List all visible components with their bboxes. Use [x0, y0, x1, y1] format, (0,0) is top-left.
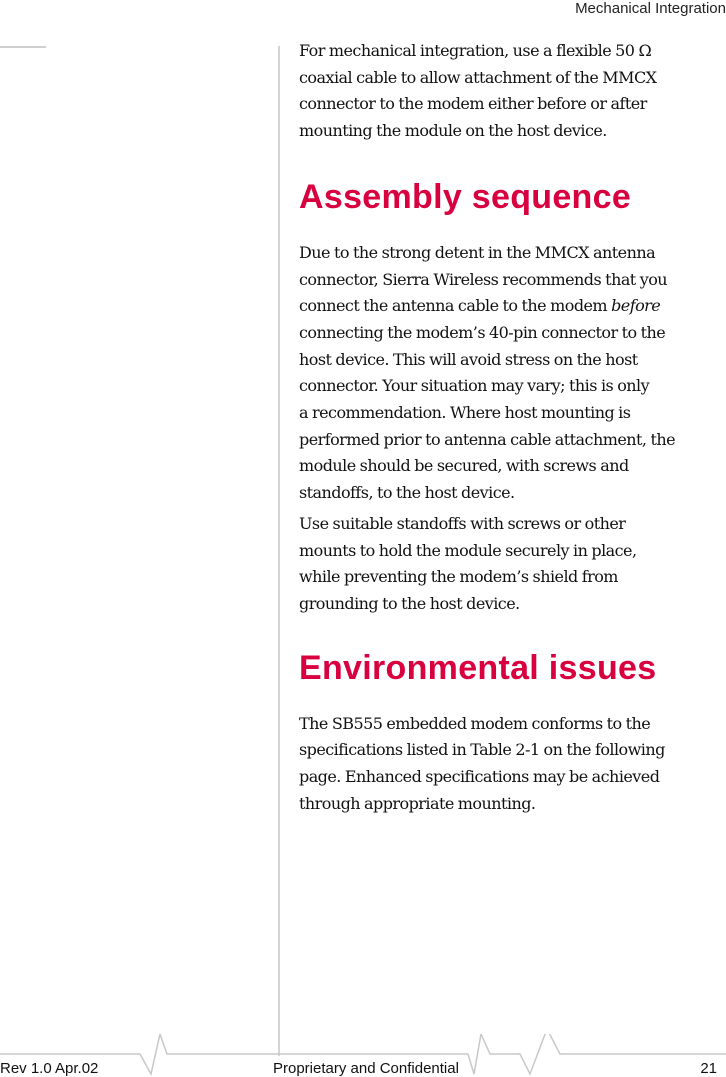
footer-confidentiality: Proprietary and Confidential [273, 1060, 459, 1077]
running-header: Mechanical Integration [575, 0, 726, 17]
assembly-sequence-heading: Assembly sequence [299, 177, 632, 216]
environmental-issues-heading: Environmental issues [299, 648, 657, 687]
assembly-paragraph-rest: connecting the modem’s 40-pin connector to the host device. This will avoid stress on the host connector. Your situation may vary; this is only a recommendation. Where host mounting is performed prior to antenna cable attachment, the module should be secured, with screws and standoffs, to the host device. [299, 322, 675, 503]
page-content [299, 38, 726, 817]
assembly-paragraph-detent [299, 240, 726, 507]
environmental-paragraph: The SB555 embedded modem conforms to the specifications listed in Table 2-1 on the following page. Enhanced specifications may be achieved through appropriate mounting. [299, 713, 665, 813]
assembly-paragraph-emphasis: before [611, 296, 661, 316]
assembly-paragraph-standoffs: Use suitable standoffs with screws or other mounts to hold the module securely in place, while preventing the modem’s shield from grounding to the host device. [299, 513, 637, 613]
assembly-paragraph-lead: Due to the strong detent in the MMCX antenna connector, Sierra Wireless recommends that you connect the antenna cable to the modem [299, 242, 668, 316]
header-rule [0, 46, 46, 48]
margin-rule [278, 46, 280, 1056]
footer-revision: Rev 1.0 Apr.02 [0, 1060, 99, 1077]
intro-paragraph: For mechanical integration, use a flexible 50 Ω coaxial cable to allow attachment of the MMCX connector to the modem either before or after mounting the module on the host device. [299, 41, 657, 141]
page-number: 21 [700, 1060, 717, 1077]
